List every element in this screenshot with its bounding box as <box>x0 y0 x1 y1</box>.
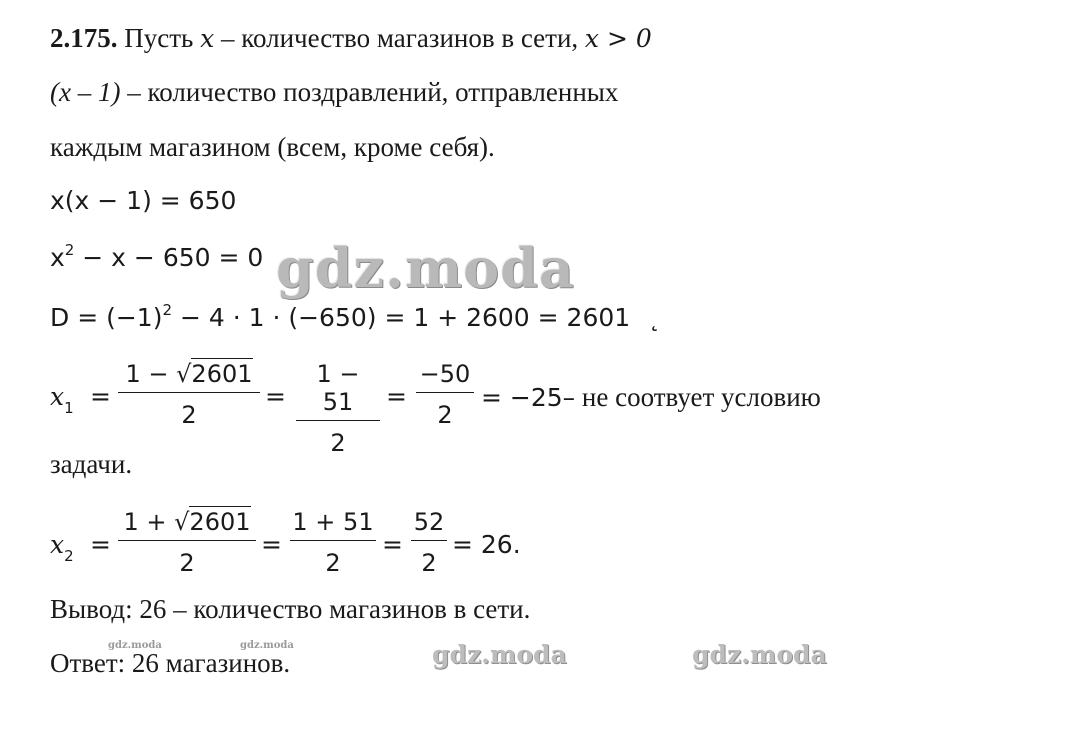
intro-condition: x > 0 <box>584 24 652 53</box>
answer-text: Ответ: 26 магазинов. <box>50 648 291 678</box>
x2-subscript: 2 <box>64 547 74 565</box>
x2-fraction-1-denominator: 2 <box>179 549 195 577</box>
equation-2-var: x <box>50 243 65 272</box>
x1-variable: x <box>50 382 65 411</box>
x1-fraction-1 <box>118 360 260 429</box>
equation-1-text: x(x − 1) = 650 <box>50 186 237 215</box>
x2-fraction-2-denominator: 2 <box>325 549 341 577</box>
greetings-line-cont <box>50 134 495 161</box>
x2-eq-sign-2: = <box>261 530 282 559</box>
x2-fraction-1-num-head: 1 + √ <box>123 508 190 536</box>
x2-fraction-3-numerator: 52 <box>411 508 447 541</box>
discriminant-rest: − 4 · 1 · (−650) = 1 + 2600 = 2601 <box>172 303 631 332</box>
greetings-math: (x – 1) – <box>50 77 141 107</box>
problem-statement-line <box>50 25 652 52</box>
x1-fraction-1-radicand: 2601 <box>191 360 253 388</box>
conclusion-text: Вывод: 26 – количество магазинов в сети. <box>50 594 531 624</box>
watermark-bottom-1: gdz.moda <box>432 640 567 669</box>
x1-subscript: 1 <box>64 399 74 417</box>
equation-2 <box>50 243 263 270</box>
greetings-text-cont: каждым магазином (всем, кроме себя). <box>50 132 495 162</box>
x1-fraction-2 <box>296 360 380 457</box>
x1-note: не соотвует условию <box>575 382 821 412</box>
intro-text: Пусть <box>124 23 201 53</box>
x1-fraction-1-numerator <box>118 360 260 393</box>
x2-label <box>50 530 74 565</box>
discriminant-start: D = (−1) <box>50 303 163 332</box>
equation-1 <box>50 188 236 213</box>
equation-2-rest: − x − 650 = 0 <box>74 243 264 272</box>
watermark-main: gdz.moda <box>276 236 575 300</box>
x2-fraction-2 <box>290 508 376 577</box>
equation-2-exponent: 2 <box>64 241 75 259</box>
x1-result <box>481 382 821 413</box>
x1-eq-sign-2: = <box>265 382 286 411</box>
x1-eq-sign-3: = <box>386 382 407 411</box>
discriminant-line <box>50 303 661 330</box>
watermark-small-1: gdz.moda <box>108 640 162 651</box>
x2-eq-sign-1: = <box>90 530 111 559</box>
x2-variable: x <box>50 530 65 559</box>
x2-fraction-3 <box>411 508 447 577</box>
discriminant-tail-mark: ˛ <box>648 303 661 332</box>
x1-label <box>50 382 74 417</box>
watermark-small-2: gdz.moda <box>240 640 294 651</box>
x1-fraction-2-numerator: 1 − 51 <box>296 360 380 421</box>
x2-fraction-1 <box>118 508 256 577</box>
x1-eq-sign-1: = <box>90 382 111 411</box>
tasks-line <box>50 451 132 478</box>
x1-fraction-3-denominator: 2 <box>437 401 453 429</box>
x1-fraction-1-denominator: 2 <box>181 401 197 429</box>
x1-fraction-1-num-head: 1 − √ <box>125 360 192 388</box>
x2-fraction-1-radicand: 2601 <box>189 508 251 536</box>
watermark-bottom-2: gdz.moda <box>692 640 827 669</box>
x2-eq-sign-3: = <box>382 530 403 559</box>
x2-fraction-1-numerator <box>118 508 256 541</box>
intro-variable: x <box>200 24 215 53</box>
answer-line <box>50 650 290 677</box>
greetings-text: количество поздравлений, отправленных <box>140 77 619 107</box>
tasks-text: задачи. <box>50 449 133 479</box>
x1-result-value: = −25– <box>481 383 576 412</box>
discriminant-exponent: 2 <box>162 301 172 319</box>
x2-fraction-3-denominator: 2 <box>421 549 437 577</box>
greetings-line <box>50 79 618 106</box>
x1-fraction-2-denominator: 2 <box>330 429 346 457</box>
x2-fraction-2-numerator: 1 + 51 <box>290 508 376 541</box>
intro-rest: – количество магазинов в сети, <box>214 23 585 53</box>
x1-fraction-3 <box>416 360 474 429</box>
conclusion-line <box>50 596 530 623</box>
x2-result: = 26. <box>452 530 521 559</box>
x1-fraction-3-numerator: −50 <box>416 360 474 393</box>
problem-number: 2.175. <box>50 23 118 53</box>
